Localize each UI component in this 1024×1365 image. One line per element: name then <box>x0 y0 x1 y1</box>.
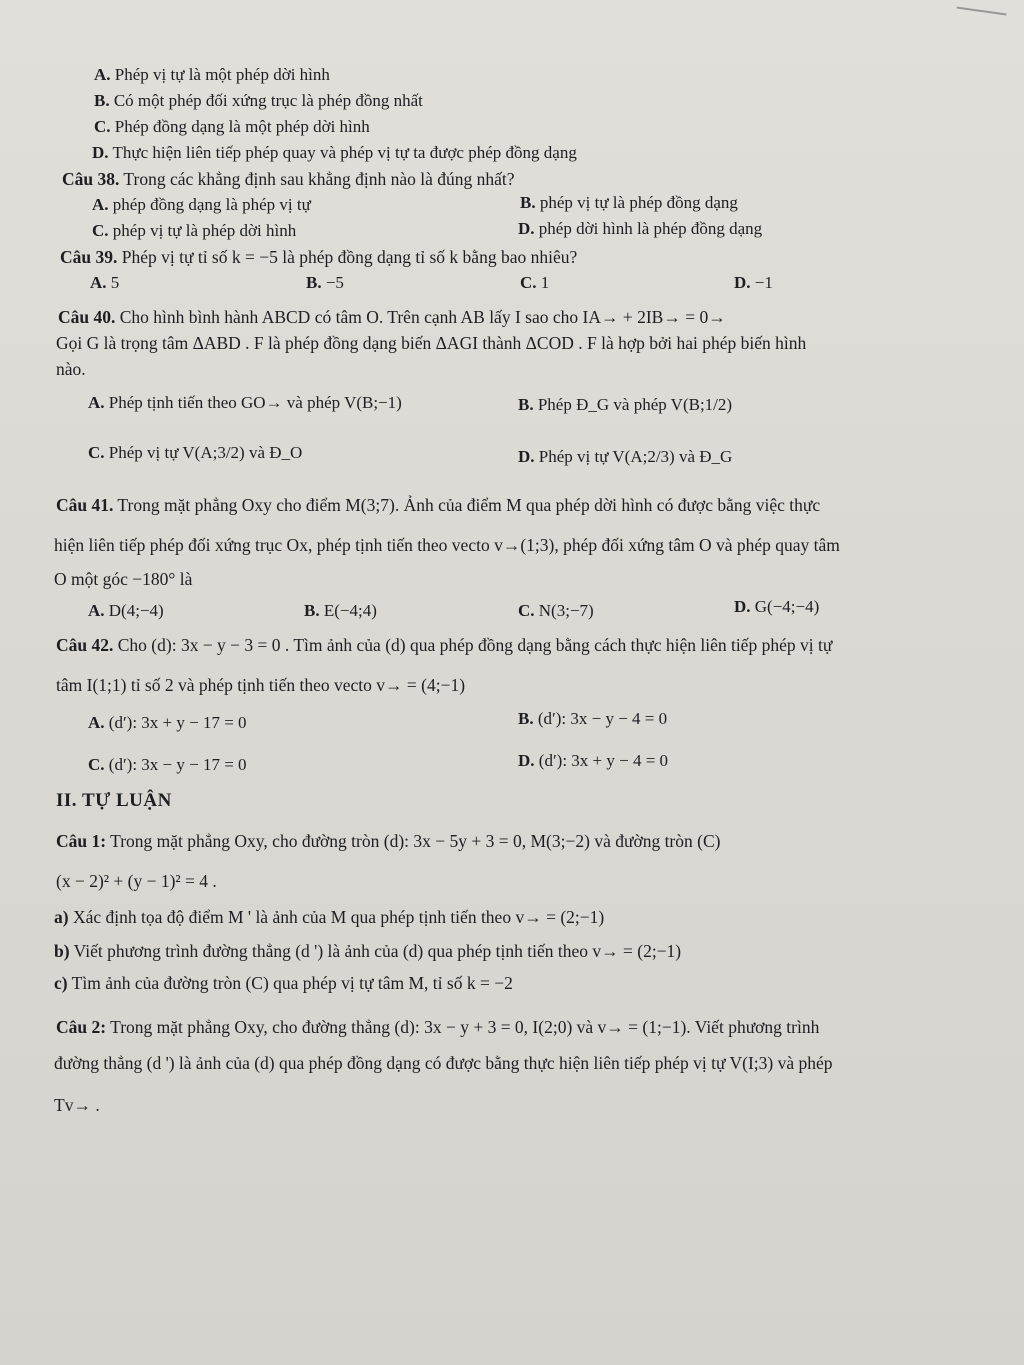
q40-option-a: A. Phép tịnh tiến theo GO→ và phép V(B;−1) <box>88 393 402 412</box>
q42-stem-line2: tâm I(1;1) tỉ số 2 và phép tịnh tiến theo vecto v→ = (4;−1) <box>56 675 466 695</box>
q39-stem: Câu 39. Phép vị tự tỉ số k = −5 là phép đồng dạng tỉ số k bằng bao nhiêu? <box>60 247 578 267</box>
q42-option-a: A. (d′): 3x + y − 17 = 0 <box>88 713 247 732</box>
q38-option-a: A. phép đồng dạng là phép vị tự <box>92 195 311 214</box>
q42-option-d: D. (d′): 3x + y − 4 = 0 <box>518 751 669 770</box>
q41-option-a: A. D(4;−4) <box>88 601 164 620</box>
q42-option-c: C. (d′): 3x − y − 17 = 0 <box>88 755 247 774</box>
q38-option-c: C. phép vị tự là phép dời hình <box>92 221 297 240</box>
q37-option-a: A. Phép vị tự là một phép dời hình <box>94 65 330 84</box>
q42-option-b: B. (d′): 3x − y − 4 = 0 <box>518 709 668 728</box>
essay-q2-stem-line2: đường thẳng (d ') là ảnh của (d) qua phép đồng dạng có được bằng thực hiện liên tiếp phép vị tự V(I;3) và phép <box>54 1053 833 1073</box>
q38-stem: Câu 38. Trong các khẳng định sau khẳng định nào là đúng nhất? <box>62 169 515 189</box>
q38-option-b: B. phép vị tự là phép đồng dạng <box>520 193 738 212</box>
q40-option-c: C. Phép vị tự V(A;3/2) và Đ_O <box>88 443 303 462</box>
q41-option-d: D. G(−4;−4) <box>734 597 820 616</box>
q38-option-d: D. phép dời hình là phép đồng dạng <box>518 219 763 238</box>
essay-q1-part-a: a) Xác định tọa độ điểm M ' là ảnh của M qua phép tịnh tiến theo v→ = (2;−1) <box>54 907 605 927</box>
essay-q1-part-b: b) Viết phương trình đường thẳng (d ') là ảnh của (d) qua phép tịnh tiến theo v→ = (2;−1) <box>54 941 682 961</box>
q40-option-b: B. Phép Đ_G và phép V(B;1/2) <box>518 395 733 414</box>
q37-option-d: D. Thực hiện liên tiếp phép quay và phép vị tự ta được phép đồng dạng <box>92 143 577 162</box>
q39-option-d: D. −1 <box>734 273 773 292</box>
section-heading: II. TỰ LUẬN <box>56 790 172 811</box>
q40-stem-line3: nào. <box>56 359 86 379</box>
essay-q1-part-c: c) Tìm ảnh của đường tròn (C) qua phép vị tự tâm M, tỉ số k = −2 <box>54 973 513 993</box>
essay-q2-stem-line3: Tv→ . <box>54 1095 100 1115</box>
q42-stem: Câu 42. Cho (d): 3x − y − 3 = 0 . Tìm ảnh của (d) qua phép đồng dạng bằng cách thực hiện liên tiếp phép vị tự <box>56 635 833 655</box>
essay-q2-stem: Câu 2: Trong mặt phẳng Oxy, cho đường thẳng (d): 3x − y + 3 = 0, I(2;0) và v→ = (1;−1). Viết phương trình <box>56 1017 820 1037</box>
q37-option-c: C. Phép đồng dạng là một phép dời hình <box>94 117 370 136</box>
q41-stem-line3: O một góc −180° là <box>54 569 193 589</box>
q40-option-d: D. Phép vị tự V(A;2/3) và Đ_G <box>518 447 733 466</box>
q37-option-b: B. Có một phép đối xứng trục là phép đồng nhất <box>94 91 423 110</box>
q39-option-c: C. 1 <box>520 273 550 292</box>
q41-stem-line2: hiện liên tiếp phép đối xứng trục Ox, phép tịnh tiến theo vecto v→(1;3), phép đối xứng tâm O và phép quay tâm <box>54 535 840 555</box>
q40-stem: Câu 40. Cho hình bình hành ABCD có tâm O. Trên cạnh AB lấy I sao cho IA→ + 2IB→ = 0→ <box>58 307 726 327</box>
q39-option-a: A. 5 <box>90 273 120 292</box>
essay-q1-stem: Câu 1: Trong mặt phẳng Oxy, cho đường tròn (d): 3x − 5y + 3 = 0, M(3;−2) và đường tròn (C) <box>56 831 721 851</box>
q41-option-b: B. E(−4;4) <box>304 601 377 620</box>
essay-q1-circle-eq: (x − 2)² + (y − 1)² = 4 . <box>56 871 217 891</box>
pen-mark <box>956 7 1007 24</box>
q41-option-c: C. N(3;−7) <box>518 601 594 620</box>
q41-stem: Câu 41. Trong mặt phẳng Oxy cho điểm M(3;7). Ảnh của điểm M qua phép dời hình có được bằng việc thực <box>56 495 821 515</box>
q40-stem-line2: Gọi G là trọng tâm ΔABD . F là phép đồng dạng biến ΔAGI thành ΔCOD . F là hợp bởi hai phép biến hình <box>56 333 807 353</box>
q39-option-b: B. −5 <box>306 273 344 292</box>
